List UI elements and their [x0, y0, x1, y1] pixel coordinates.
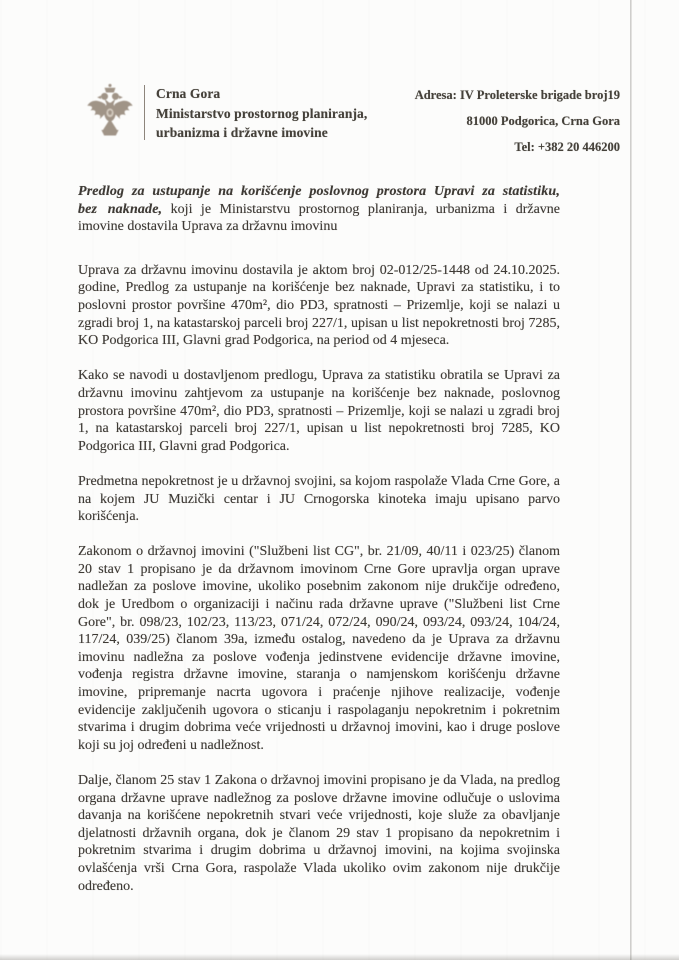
ministry-name-block	[156, 84, 367, 143]
phone-line: Tel: +382 20 446200	[514, 140, 620, 154]
subject-paragraph	[78, 183, 560, 236]
coat-of-arms-icon	[85, 82, 135, 142]
subject-emphasis: Predlog za ustupanje na korišćenje poslovnog prostora Upravi za statistiku, bez naknade,	[78, 184, 560, 217]
paragraph-3: Predmetna nepokretnost je u državnoj svojini, sa kojom raspolaže Vlada Crne Gore, a na kojem JU Muzički centar i JU Crnogorska kinoteka imaju upisano parvo korišćenja.	[78, 473, 560, 525]
address-block	[415, 82, 620, 160]
paper-edge-line	[630, 0, 632, 960]
paragraph-5: Dalje, članom 25 stav 1 Zakona o državnoj imovini propisano je da Vlada, na predlog organa državne uprave nadležnog za poslove državne imovine odlučuje o uslovima davanja na korišćene nepokretnih stvari veće vrijednosti, koje služe za obavljanje djelatnosti državnih organa, dok je članom 29 stav 1 propisano da nepokretnim i pokretnim stvarima i drugim dobrima u državnoj imovini, na kojima svojinska ovlašćenja vrši Crna Gora, raspolaže Vlada ukoliko ovim zakonom nije drukčije određeno.	[78, 773, 560, 894]
document-body	[78, 183, 560, 913]
letterhead	[85, 80, 620, 154]
org-country: Crna Gora	[156, 86, 221, 101]
address-city-line: 81000 Podgorica, Crna Gora	[466, 114, 620, 128]
paper-bottom-shadow	[0, 954, 679, 960]
paragraph-1: Uprava za državnu imovinu dostavila je aktom broj 02-012/25-1448 od 24.10.2025. godine, Predlog za ustupanje na korišćenje bez naknade, Upravi za statistiku, i to poslovni prostor površine 470m², dio PD3, spratnosti – Prizemlje, koji se nalazi u zgradi broj 1, na katastarskoj parceli broj 227/1, upisan u list nepokretnosti broj 7285, KO Podgorica III, Glavni grad Podgorica, na period od 4 mjeseca.	[78, 262, 560, 349]
subject-rest: koji je Ministarstvu prostornog planiranja, urbanizma i državne imovine dostavila Uprava za državnu imovinu	[78, 201, 561, 235]
org-name-line-2: urbanizma i državne imovine	[156, 125, 328, 140]
letterhead-divider	[144, 85, 145, 140]
paragraph-4: Zakonom o državnoj imovini ("Službeni list CG", br. 21/09, 40/11 i 023/25) članom 20 stav 1 propisano je da državnom imovinom Crne Gore upravlja organ uprave nadležan za poslove imovine, ukoliko posebnim zakonom nije drukčije određeno, dok je Uredbom o organizaciji i načinu rada državne uprave ("Službeni list Crne Gore", br. 098/23, 102/23, 113/23, 071/24, 072/24, 090/24, 093/24, 093/24, 104/24, 117/24, 039/25) članom 39a, između ostalog, navedeno da je Uprava za državnu imovinu nadležna za poslove vođenja jedinstvene evidencije državne imovine, vođenja registra državne imovine, staranja o namjenskom korišćenju državne imovine, pripremanje nacrta ugovora i praćenje njihove realizacije, vođenje evidencije zaključenih ugovora o sticanju i raspolaganju nepokretnim i pokretnim stvarima i drugim dobrima veće vrijednosti u državnoj imovini, kao i druge poslove koji su joj određeni u nadležnost.	[78, 544, 560, 753]
org-name-line-1: Ministarstvo prostornog planiranja,	[156, 105, 368, 121]
address-line: Adresa: IV Proleterske brigade broj19	[414, 88, 620, 102]
paragraph-2: Kako se navodi u dostavljenom predlogu, Uprava za statistiku obratila se Upravi za državnu imovinu zahtjevom za ustupanje na korišćenje bez naknade, poslovnog prostora površine 470m², dio PD3, spratnosti – Prizemlje, koji se nalazi u zgradi broj 1, na katastarskoj parceli broj 227/1, upisan u list nepokretnosti broj 7285, KO Podgorica III, Glavni grad Podgorica.	[78, 368, 560, 454]
